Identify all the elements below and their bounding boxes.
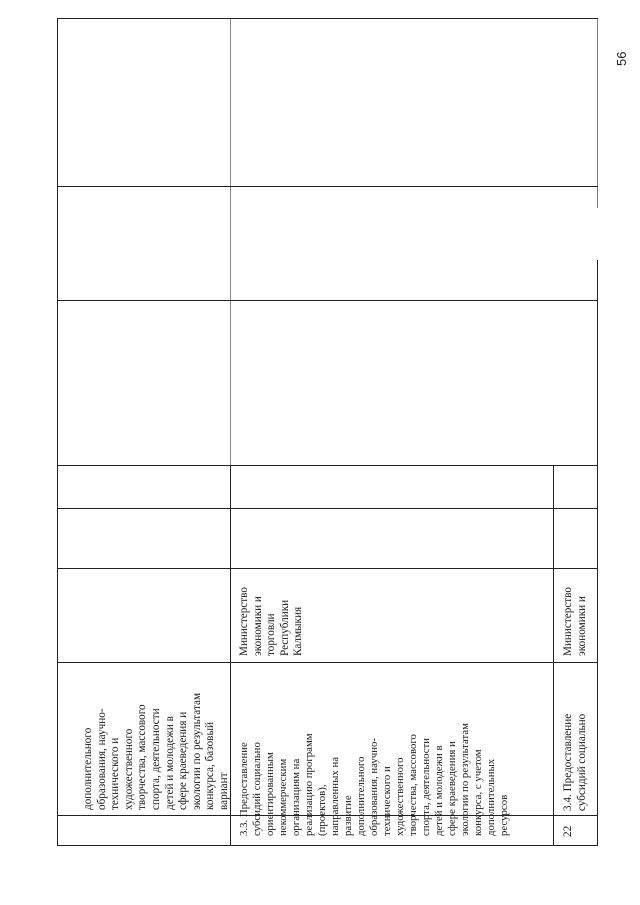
cell-line: сфере краеведения и xyxy=(177,711,190,810)
cell-line: конкурса, базовый xyxy=(204,722,217,810)
cell-line: экономики и xyxy=(251,596,264,656)
cell-line: 3.3. Предоставление xyxy=(238,742,250,836)
row-1-name-cell xyxy=(82,693,232,810)
row-3-number-cell: 22 xyxy=(562,825,574,837)
row-separator-1-upper xyxy=(230,18,231,465)
cell-line: реализацию программ xyxy=(303,733,315,836)
table-border-left xyxy=(57,18,58,845)
cell-line: субсидий социально xyxy=(251,742,263,836)
col-separator-c xyxy=(57,568,598,569)
row-3-name-cell xyxy=(562,714,589,811)
cell-line: организациям на xyxy=(290,758,302,836)
col-separator-b xyxy=(57,508,598,509)
cell-line: сфере краеведения и xyxy=(446,741,458,836)
col-separator-upper-2 xyxy=(57,186,598,187)
col-separator-upper-1 xyxy=(57,18,598,19)
cell-line: некоммерческим xyxy=(277,758,289,836)
cell-line: художественного xyxy=(122,728,135,810)
cell-line: технического и xyxy=(381,766,393,836)
row-2-name-cell xyxy=(238,723,511,836)
cell-line: образования, научно- xyxy=(95,708,108,810)
page-number: 56 xyxy=(614,51,629,66)
cell-line: направленных на xyxy=(329,756,341,836)
row-3-executor-cell xyxy=(562,587,589,656)
cell-line: дополнительного xyxy=(355,756,367,836)
cell-line: вариант xyxy=(217,772,230,810)
cell-line: технического и xyxy=(109,737,122,810)
cell-line: ориентированным xyxy=(264,752,276,836)
cell-line: творчества, массового xyxy=(407,734,419,836)
cell-line: детей и молодежи в xyxy=(433,745,445,836)
cell-line: Республики xyxy=(278,599,291,656)
cell-line: дополнительного xyxy=(82,727,94,810)
cell-line: торговли xyxy=(265,613,278,656)
cell-line: творчества, массового xyxy=(136,704,149,810)
cell-line: (проектов), xyxy=(316,784,328,836)
cell-line: Министерство xyxy=(238,587,250,656)
cell-line: развитие xyxy=(342,795,354,836)
cell-line: конкурса, с учетом xyxy=(472,749,484,836)
cell-line: образования, научно- xyxy=(368,738,380,836)
cell-line: дополнительных xyxy=(485,758,497,836)
cell-line: художественного xyxy=(394,757,406,836)
cell-line: детей и молодежи в xyxy=(163,716,176,810)
cell-line: Калмыкия xyxy=(292,606,305,656)
cell-line: 3.4. Предоставление xyxy=(562,713,574,811)
cell-line: экологии по результатам xyxy=(190,692,203,810)
table-border-right xyxy=(597,260,598,845)
table-border-bottom xyxy=(57,845,598,846)
col-separator-d xyxy=(57,662,598,663)
cell-line: спорта, деятельности xyxy=(420,737,432,836)
cell-line: спорта, деятельности xyxy=(149,708,162,810)
table-border-right-upper xyxy=(597,18,598,208)
row-separator-2 xyxy=(553,465,554,845)
col-separator-a xyxy=(57,465,598,466)
cell-line: Министерство xyxy=(562,587,574,656)
cell-line: экономики и xyxy=(575,596,588,656)
cell-line: субсидий социально xyxy=(575,713,588,811)
row-2-executor-cell xyxy=(238,587,306,656)
col-separator-upper-3 xyxy=(57,300,598,301)
cell-line: экологии по результатам xyxy=(459,723,471,836)
cell-line: ресурсов xyxy=(498,794,510,836)
